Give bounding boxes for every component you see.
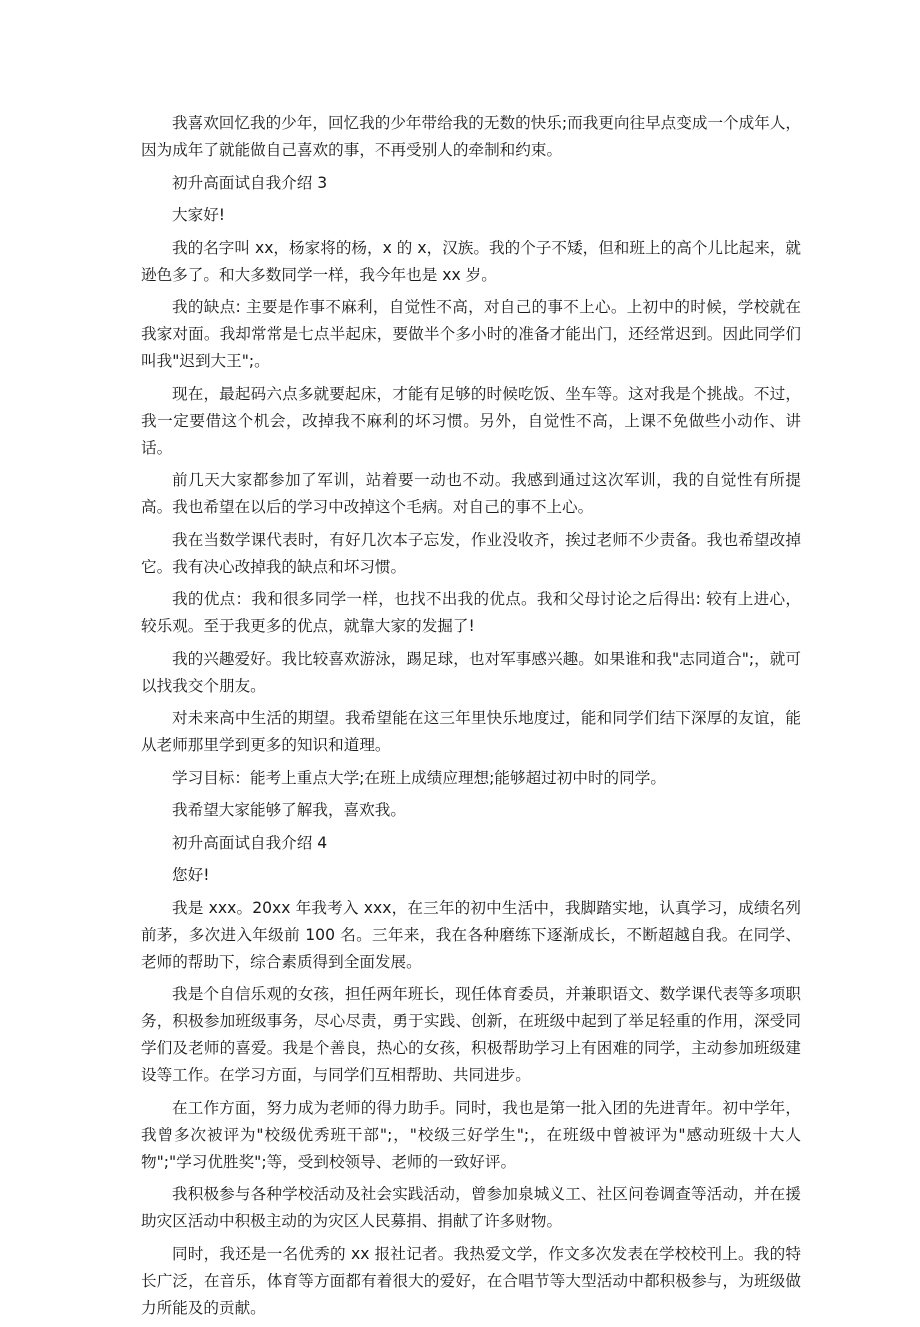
paragraph: 我在当数学课代表时，有好几次本子忘发，作业没收齐，挨过老师不少责备。我也希望改掉它。我有决心改掉我的缺点和坏习惯。 — [141, 530, 801, 576]
paragraph: 我的缺点: 主要是作事不麻利，自觉性不高，对自己的事不上心。上初中的时候，学校就在我家对面。我却常常是七点半起床，要做半个多小时的准备才能出门，还经常迟到。因此同学们叫我"迟到大王";。 — [141, 298, 801, 370]
paragraph: 在工作方面，努力成为老师的得力助手。同时，我也是第一批入团的先进青年。初中学年，我曾多次被评为"校级优秀班干部";，"校级三好学生";，在班级中曾被评为"感动班级十大人物";"学习优胜奖";等，受到校领导、老师的一致好评。 — [141, 1098, 801, 1171]
paragraph: 现在，最起码六点多就要起床，才能有足够的时候吃饭、坐车等。这对我是个挑战。不过，我一定要借这个机会，改掉我不麻利的坏习惯。另外，自觉性不高，上课不免做些小动作、讲话。 — [141, 384, 801, 457]
greeting-3: 大家好! — [172, 206, 226, 224]
paragraph: 前几天大家都参加了军训，站着要一动也不动。我感到通过这次军训，我的自觉性有所提高。我也希望在以后的学习中改掉这个毛病。对自己的事不上心。 — [141, 471, 801, 516]
paragraph: 我的名字叫 xx，杨家将的杨，x 的 x，汉族。我的个子不矮，但和班上的高个儿比起来，就逊色多了。和大多数同学一样，我今年也是 xx 岁。 — [141, 238, 801, 284]
paragraph: 我是个自信乐观的女孩，担任两年班长，现任体育委员，并兼职语文、数学课代表等多项职务，积极参加班级事务，尽心尽责，勇于实践、创新，在班级中起到了举足轻重的作用，深受同学们及老师的喜爱。我是个善良，热心的女孩，积极帮助学习上有困难的同学，主动参加班级建设等工作。在学习方面，与同学们互相帮助、共同进步。 — [141, 985, 801, 1084]
section-heading-4: 初升高面试自我介绍 4 — [172, 833, 328, 852]
paragraph: 我的优点：我和很多同学一样，也找不出我的优点。我和父母讨论之后得出: 较有上进心，较乐观。至于我更多的优点，就靠大家的发掘了! — [141, 590, 801, 635]
paragraph-intro-closing: 我喜欢回忆我的少年，回忆我的少年带给我的无数的快乐;而我更向往早点变成一个成年人，因为成年了就能做自己喜欢的事，不再受别人的牵制和约束。 — [141, 114, 802, 159]
greeting-4: 您好! — [172, 866, 210, 884]
paragraph: 我是 xxx。20xx 年我考入 xxx，在三年的初中生活中，我脚踏实地，认真学习，成绩名列前茅，多次进入年级前 100 名。三年来，我在各种磨练下逐渐成长，不断超越自我。在同学、老师的帮助下，综合素质得到全面发展。 — [141, 898, 801, 971]
paragraph: 对未来高中生活的期望。我希望能在这三年里快乐地度过，能和同学们结下深厚的友谊，能从老师那里学到更多的知识和道理。 — [141, 709, 801, 754]
paragraph: 我积极参与各种学校活动及社会实践活动，曾参加泉城义工、社区问卷调查等活动，并在援助灾区活动中积极主动的为灾区人民募捐、捐献了许多财物。 — [141, 1185, 801, 1230]
document-page — [141, 110, 801, 1327]
paragraph: 我的兴趣爱好。我比较喜欢游泳，踢足球，也对军事感兴趣。如果谁和我"志同道合";，就可以找我交个朋友。 — [141, 649, 801, 695]
paragraph: 同时，我还是一名优秀的 xx 报社记者。我热爱文学，作文多次发表在学校校刊上。我的特长广泛，在音乐，体育等方面都有着很大的爱好，在合唱节等大型活动中都积极参与，为班级做力所能及的贡献。 — [141, 1244, 801, 1317]
paragraph: 我希望大家能够了解我，喜欢我。 — [172, 801, 406, 819]
section-heading-3: 初升高面试自我介绍 3 — [172, 173, 328, 192]
paragraph: 学习目标：能考上重点大学;在班上成绩应理想;能够超过初中时的同学。 — [172, 768, 666, 787]
